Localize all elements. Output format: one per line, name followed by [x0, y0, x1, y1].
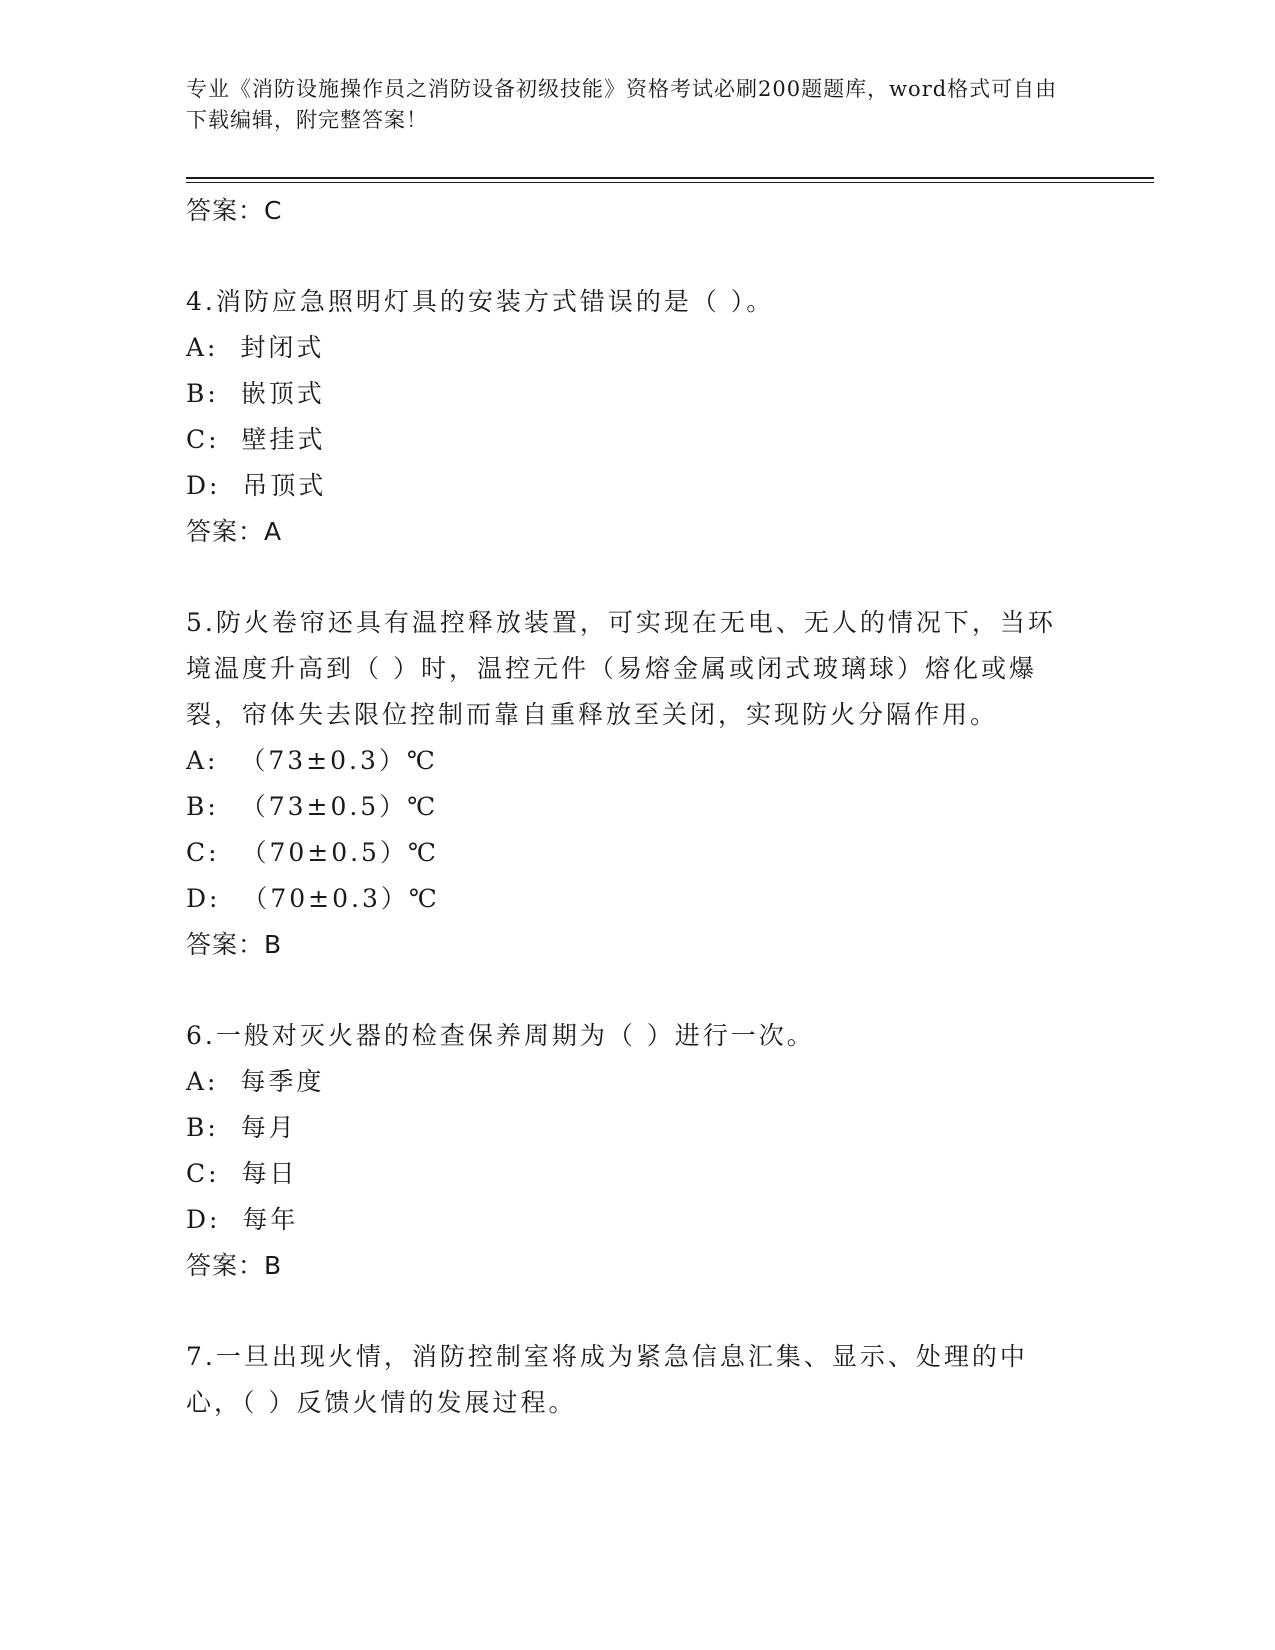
- option-a: A: 每季度: [186, 1067, 325, 1096]
- spacer: [186, 555, 1066, 600]
- spacer: [186, 1289, 1066, 1334]
- option-a: A: （73±0.3）℃: [186, 746, 438, 775]
- option-a: A: 封闭式: [186, 333, 325, 362]
- question-6: 6.一般对灭火器的检查保养周期为（ ）进行一次。: [186, 1021, 815, 1050]
- question-4: 4.消防应急照明灯具的安装方式错误的是（ ）。: [186, 287, 775, 316]
- option-d: D: 吊顶式: [186, 471, 327, 500]
- document-header: 专业《消防设施操作员之消防设备初级技能》资格考试必刷200题题库，word格式可自由下载编辑，附完整答案！: [186, 77, 1058, 132]
- option-c: C: 每日: [186, 1159, 298, 1188]
- option-b: B: （73±0.5）℃: [186, 792, 439, 821]
- answer-line: 答案：A: [186, 517, 283, 546]
- option-b: B: 嵌顶式: [186, 379, 325, 408]
- option-d: D: 每年: [186, 1205, 299, 1234]
- spacer: [186, 234, 1066, 279]
- header-rule-thick: [186, 177, 1154, 179]
- option-d: D: （70±0.3）℃: [186, 884, 440, 913]
- header-rule-thin: [186, 182, 1154, 183]
- option-c: C: （70±0.5）℃: [186, 838, 439, 867]
- answer-line: 答案：C: [186, 196, 283, 225]
- answer-line: 答案：B: [186, 930, 283, 959]
- question-5: 5.防火卷帘还具有温控释放装置，可实现在无电、无人的情况下，当环境温度升高到（ ）时，温控元件（易熔金属或闭式玻璃球）熔化或爆裂，帘体失去限位控制而靠自重释放至关闭，实现防火分隔作用。: [186, 608, 1056, 729]
- option-b: B: 每月: [186, 1113, 297, 1142]
- answer-line: 答案：B: [186, 1251, 283, 1280]
- question-7: 7.一旦出现火情，消防控制室将成为紧急信息汇集、显示、处理的中心，（ ）反馈火情的发展过程。: [186, 1342, 1028, 1417]
- question-list: [186, 188, 1066, 1426]
- spacer: [186, 968, 1066, 1013]
- option-c: C: 壁挂式: [186, 425, 326, 454]
